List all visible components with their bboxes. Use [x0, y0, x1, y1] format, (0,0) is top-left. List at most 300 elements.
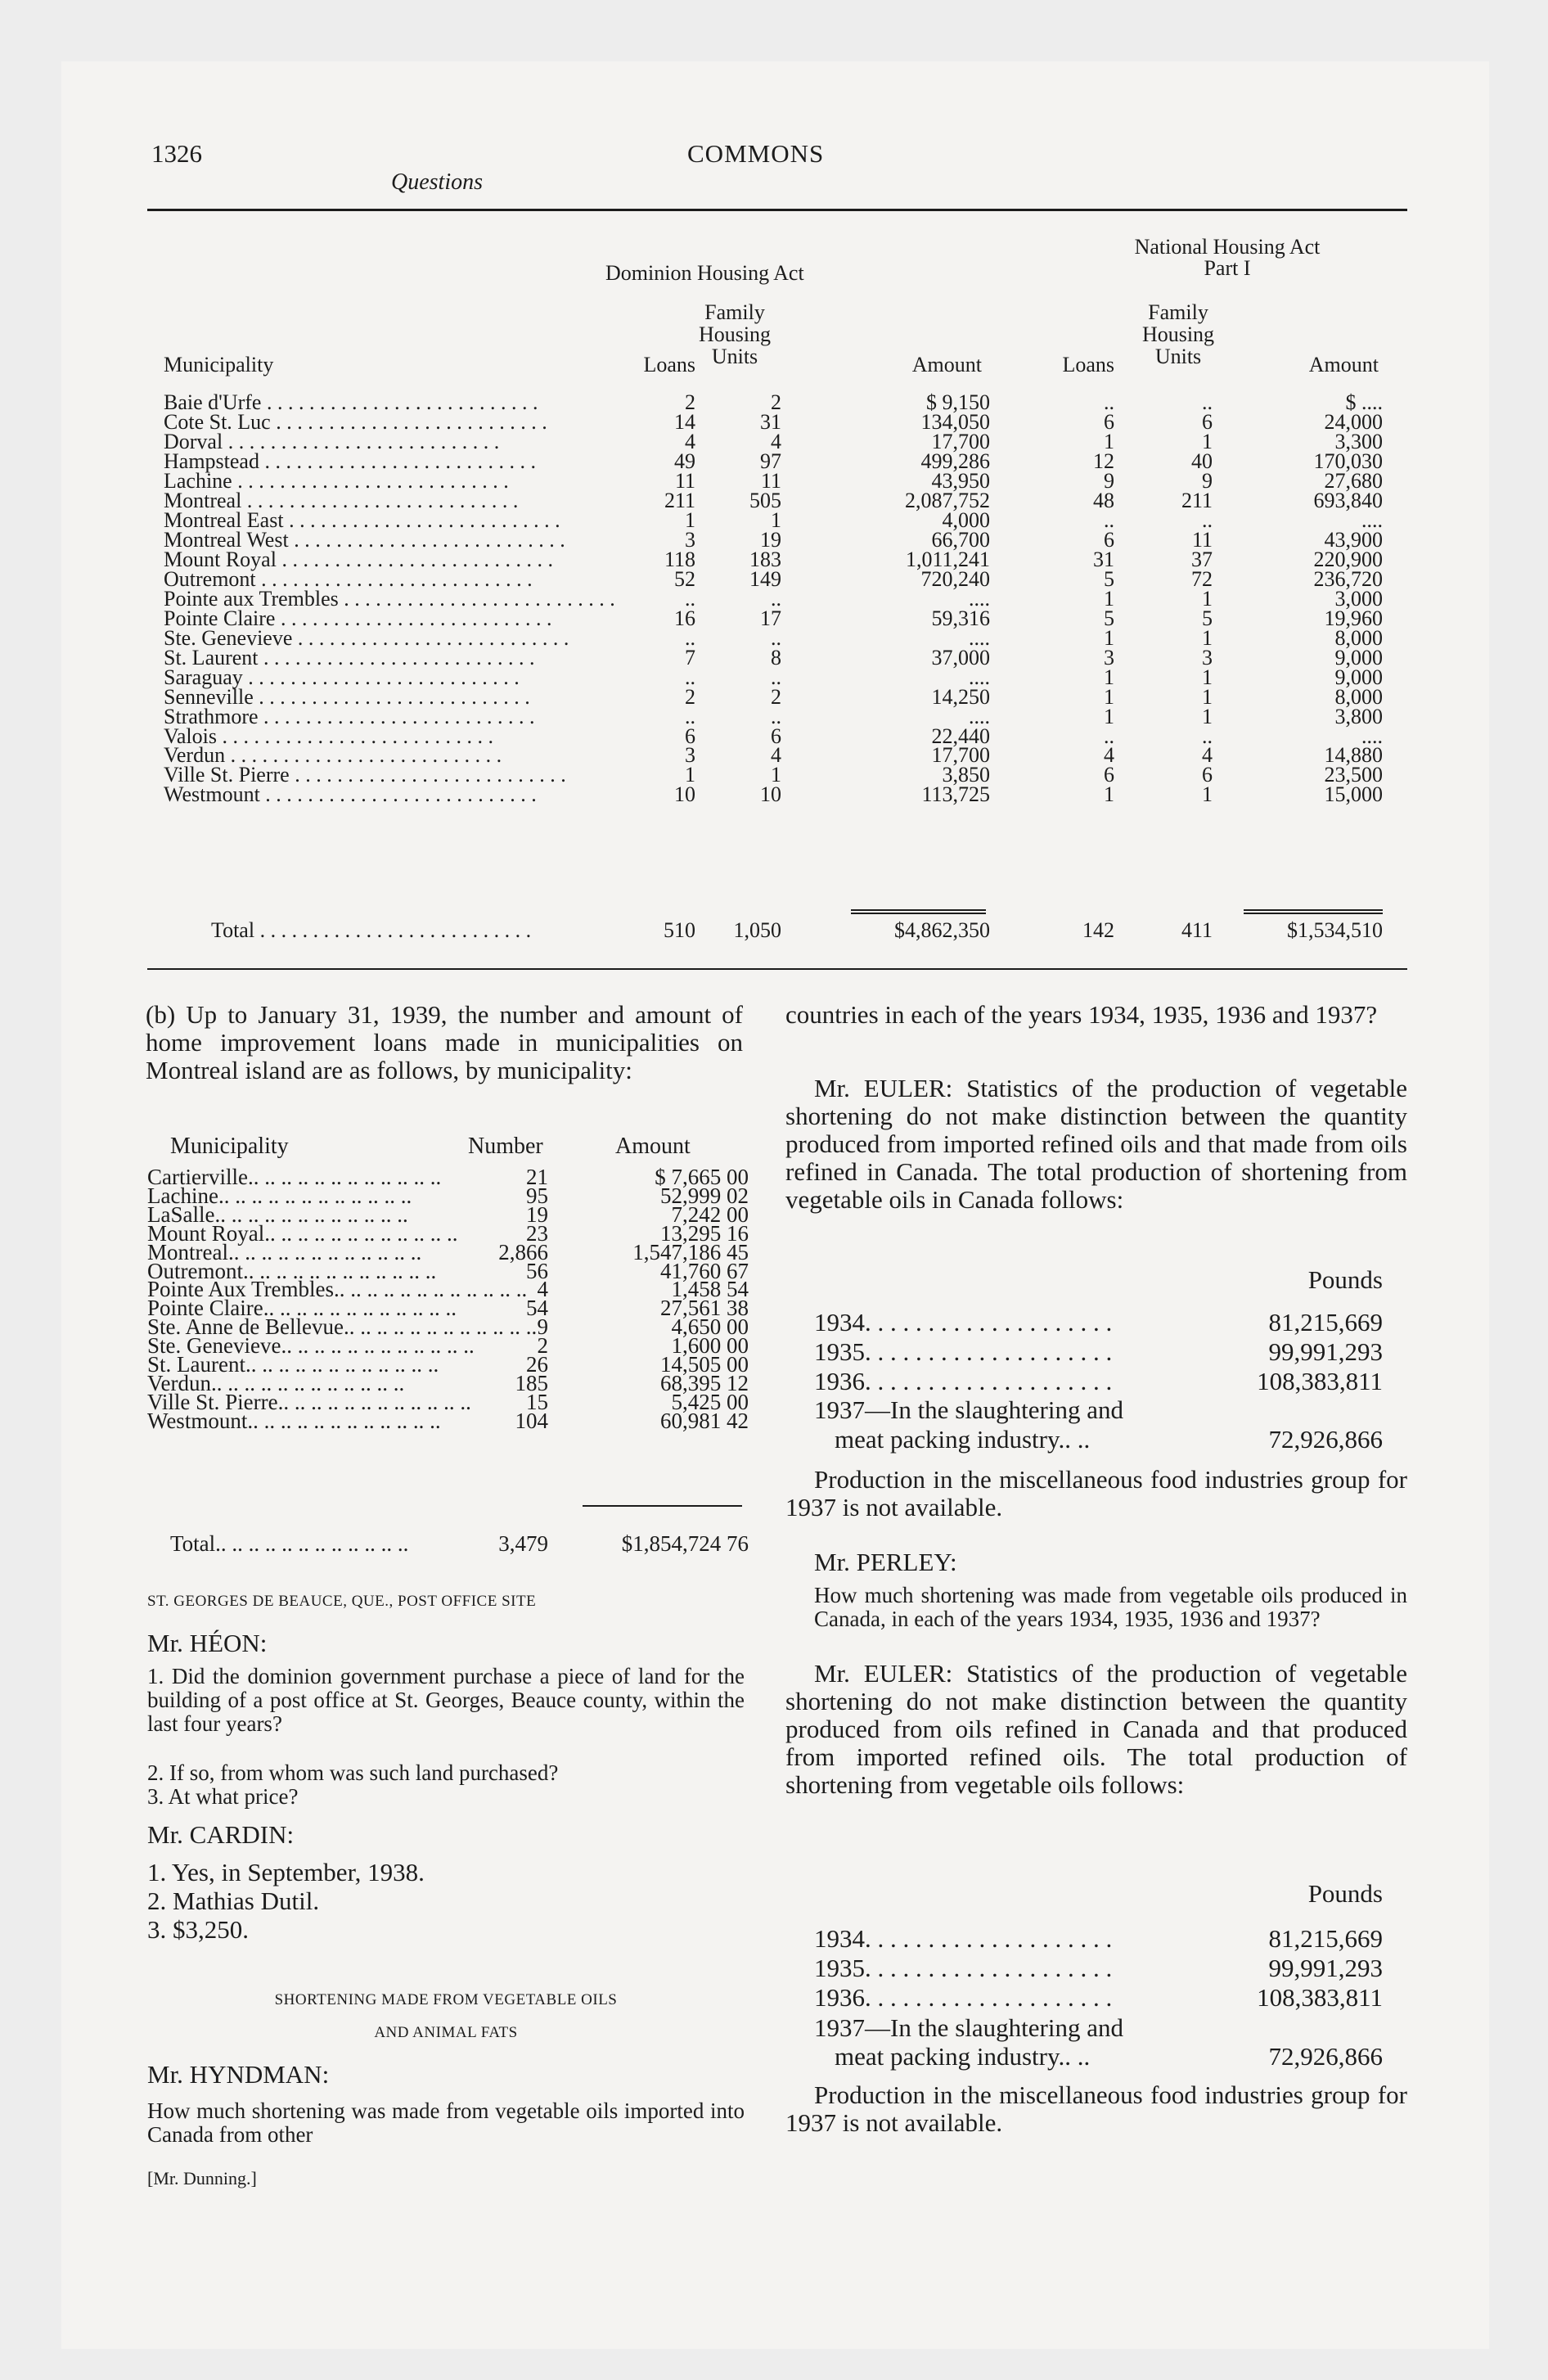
production-value: 99,991,293 — [1268, 1954, 1383, 1982]
leader-dots: . . . . . . . . . . . . . . . . . . . . . . . . . . — [289, 763, 566, 787]
leader-dots: . . . . . . . . . . . . . . . . . . . . . . . . . . — [261, 390, 538, 414]
loans2-value: 9 — [1104, 469, 1114, 493]
loan-municipality: Ste. Anne de Bellevue — [147, 1314, 344, 1339]
leader-dots: . . . . . . . . . . . . . . . . . . . . . . . . . . — [242, 665, 520, 689]
loans-col-amount: Amount — [615, 1134, 691, 1159]
units2-value: 1 — [1202, 626, 1213, 650]
units2-value: .. — [1202, 390, 1213, 414]
units2-value: 1 — [1202, 705, 1213, 728]
loan-municipality: Ste. Genevieve — [147, 1333, 281, 1358]
loan-municipality: Lachine — [147, 1183, 218, 1208]
row-name-cell — [164, 783, 565, 805]
leader-dots: .. .. .. .. .. .. .. .. .. .. .. .. — [227, 1240, 422, 1264]
group-national-2: Part I — [1204, 256, 1251, 280]
loan-number: 54 — [526, 1296, 548, 1320]
loan-number: 95 — [526, 1183, 548, 1208]
leader-dots: . . . . . . . . . . . . . . . . . . . . . . . . . . — [225, 743, 502, 767]
municipality-name: Verdun — [164, 743, 226, 767]
loans-value: 3 — [685, 743, 695, 767]
amount2-value: 24,000 — [1324, 410, 1383, 434]
production-year-cell — [814, 1954, 1190, 1981]
production-value: 81,215,669 — [1268, 1924, 1383, 1953]
question-2: 2. If so, from whom was such land purchased? — [147, 1760, 559, 1785]
leader-dots: . . . . . . . . . . . . . . . . . . . . . . . . . . — [241, 489, 519, 512]
leader-dots: . . . . . . . . . . . . . . . . . . . . . . . . . . — [292, 626, 569, 650]
municipality-name: Ville St. Pierre — [164, 763, 290, 787]
loan-municipality: Pointe Claire — [147, 1296, 263, 1320]
units2-value: 72 — [1191, 567, 1213, 591]
loan-number: 15 — [526, 1390, 548, 1414]
loans2-value: 4 — [1104, 743, 1114, 767]
leader-dots: . . . . . . . . . . . . . . . . . . . . . . . . . . — [217, 724, 493, 748]
municipality-name: Valois — [164, 724, 217, 748]
loans2-value: .. — [1104, 508, 1114, 532]
amount2-value: 3,000 — [1334, 587, 1383, 611]
municipality-name: Hampstead — [164, 449, 259, 473]
loan-amount: 41,760 67 — [660, 1259, 749, 1283]
amount-value: 134,050 — [920, 410, 990, 434]
loan-municipality: Pointe Aux Trembles — [147, 1277, 335, 1301]
units-value: 4 — [771, 743, 781, 767]
amount-value: 43,950 — [931, 469, 990, 493]
leader-dots: .. .. .. .. .. .. .. .. .. .. .. .. — [277, 1390, 471, 1414]
loan-amount: 4,650 00 — [671, 1314, 749, 1339]
loans2-value: 1 — [1104, 430, 1114, 453]
loans2-value: 1 — [1104, 782, 1114, 806]
amount2-value: 170,030 — [1313, 449, 1383, 473]
loans-value: .. — [685, 705, 695, 728]
units2-value: 3 — [1202, 646, 1213, 669]
units2-value: .. — [1202, 508, 1213, 532]
loans-value: .. — [685, 665, 695, 689]
municipality-name: Outremont — [164, 567, 256, 591]
loan-amount: 68,395 12 — [660, 1371, 749, 1395]
units2-value: 1 — [1202, 782, 1213, 806]
loans2-value: 48 — [1093, 489, 1114, 512]
loan-number: 185 — [515, 1371, 548, 1395]
col-amount2: Amount — [1308, 353, 1379, 376]
units-value: .. — [771, 587, 781, 611]
loans-value: 52 — [674, 567, 695, 591]
units2-value: 4 — [1202, 743, 1213, 767]
continuation-text: countries in each of the years 1934, 1935, 1936 and 1937? — [785, 1000, 1378, 1029]
loan-number: 9 — [537, 1314, 548, 1339]
production-year-cell — [814, 1367, 1190, 1395]
slaughter-1-value: 72,926,866 — [1268, 1425, 1383, 1454]
leader-dots: . . . . . . . . . . . . . . . . . . . . . . . . . . — [270, 410, 547, 434]
loan-amount: 1,547,186 45 — [632, 1240, 749, 1264]
loan-municipality: Ville St. Pierre — [147, 1390, 278, 1414]
misc-note-1: Production in the miscellaneous food industries group for 1937 is not available. — [785, 1465, 1407, 1521]
loan-municipality: Mount Royal — [147, 1221, 265, 1246]
leader-dots: . . . . . . . . . . . . . . . . . . . . — [865, 1983, 1113, 2012]
loan-municipality: St. Laurent — [147, 1352, 245, 1377]
loan-number: 3,479 — [498, 1531, 548, 1556]
loan-number: 19 — [526, 1202, 548, 1227]
loan-number: 56 — [526, 1259, 548, 1283]
leader-dots: . . . . . . . . . . . . . . . . . . . . — [865, 1924, 1113, 1953]
leader-dots: .. .. .. .. .. .. .. .. .. .. .. .. — [245, 1352, 439, 1377]
slaughter-2-label: meat packing industry — [835, 2042, 1059, 2071]
units-value: 1 — [771, 508, 781, 532]
units-value: 2 — [771, 390, 781, 414]
municipality-name: Ste. Genevieve — [164, 626, 293, 650]
col-municipality: Municipality — [164, 353, 274, 376]
amount2-value: $ .... — [1345, 390, 1383, 414]
loan-amount: 1,600 00 — [671, 1333, 749, 1358]
loans2-value: 1 — [1104, 705, 1114, 728]
speaker-hyndman: Mr. HYNDMAN: — [147, 2060, 330, 2089]
col-amount: Amount — [911, 353, 982, 376]
loans2-value: 6 — [1104, 763, 1114, 787]
loan-number: 2 — [537, 1333, 548, 1358]
sum-rule-4 — [1244, 913, 1383, 914]
pounds-heading-2: Pounds — [1307, 1879, 1383, 1908]
loans2-value: 1 — [1104, 685, 1114, 709]
units-value: 11 — [760, 469, 781, 493]
group-dominion: Dominion Housing Act — [605, 261, 804, 285]
amount2-value: 19,960 — [1324, 606, 1383, 630]
leader-dots: . . . . . . . . . . . . . . . . . . . . . . . . . . — [275, 606, 552, 630]
header-rule — [147, 209, 1407, 211]
production-year-cell — [814, 1983, 1190, 2011]
loans2-value: 1 — [1104, 665, 1114, 689]
loans-value: 3 — [685, 528, 695, 552]
leader-dots: . . . . . . . . . . . . . . . . . . . . — [865, 1337, 1113, 1366]
leader-dots: . . . . . . . . . . . . . . . . . . . . — [865, 1308, 1113, 1336]
col-loans2: Loans — [1062, 353, 1114, 376]
amount-value: .... — [969, 705, 990, 728]
units-value: 31 — [760, 410, 781, 434]
amount-value: 4,000 — [942, 508, 990, 532]
loans2-value: .. — [1104, 724, 1114, 748]
production-value: 108,383,811 — [1257, 1983, 1383, 2012]
leader-dots: . . . . . . . . . . . . . . . . . . . . . . . . . . — [283, 508, 560, 532]
amount2-value: $1,534,510 — [1287, 918, 1383, 942]
units-value: .. — [771, 665, 781, 689]
loan-municipality: Total — [170, 1531, 216, 1556]
leader-dots: .. .. .. .. .. .. .. .. .. .. .. .. — [242, 1259, 437, 1283]
amount2-value: 9,000 — [1334, 646, 1383, 669]
leader-dots: .. .. .. .. .. .. .. .. .. .. .. .. — [247, 1409, 441, 1433]
loans-sum-rule — [583, 1505, 742, 1507]
municipality-name: Mount Royal — [164, 548, 277, 571]
heading-post-office: ST. GEORGES DE BEAUCE, QUE., POST OFFICE SITE — [147, 1593, 537, 1610]
loans2-value: 5 — [1104, 606, 1114, 630]
municipality-name: Montreal — [164, 489, 242, 512]
units2-value: 6 — [1202, 763, 1213, 787]
loans-value: 10 — [674, 782, 695, 806]
euler-answer-1: Mr. EULER: Statistics of the production of vegetable shortening do not make distinction between the quantity produced from imported refined oils and that made from oils refined in Canada. The total production of shortening from vegetable oils in Canada follows: — [785, 1074, 1407, 1214]
loans2-value: 6 — [1104, 528, 1114, 552]
answer-2: 2. Mathias Dutil. — [147, 1886, 320, 1915]
answer-3: 3. $3,250. — [147, 1915, 249, 1944]
production-value: 99,991,293 — [1268, 1337, 1383, 1366]
amount-value: 113,725 — [921, 782, 990, 806]
speaker-heon: Mr. HÉON: — [147, 1629, 268, 1657]
loan-number: 104 — [515, 1409, 548, 1433]
production-year-cell — [814, 1337, 1190, 1365]
loans-value: 6 — [685, 724, 695, 748]
amount2-value: 236,720 — [1313, 567, 1383, 591]
slaughter-2-value: 72,926,866 — [1268, 2042, 1383, 2071]
loan-number: 2,866 — [498, 1240, 548, 1264]
pounds-heading-1: Pounds — [1307, 1265, 1383, 1294]
units-value: 505 — [749, 489, 781, 512]
slaughter-2-line2 — [835, 2042, 1227, 2071]
amount2-value: 15,000 — [1324, 782, 1383, 806]
loan-amount: 1,458 54 — [671, 1277, 749, 1301]
col-family-2: Housing — [698, 322, 772, 346]
municipality-name: Lachine — [164, 469, 232, 493]
units2-value: 6 — [1202, 410, 1213, 434]
loan-number: 4 — [537, 1277, 548, 1301]
leader-dots: . . . . . . . . . . . . . . . . . . . . — [865, 1954, 1113, 1982]
col-family-3: Units — [711, 345, 758, 368]
municipality-name: Pointe Claire — [164, 606, 276, 630]
municipality-name: Senneville — [164, 685, 254, 709]
loan-municipality: Verdun — [147, 1371, 211, 1395]
units-value: 8 — [771, 646, 781, 669]
units2-value: .. — [1202, 724, 1213, 748]
loans-value: 1 — [685, 508, 695, 532]
leader-dots: . . . . . . . . . . . . . . . . . . . . . . . . . . — [259, 449, 536, 473]
units-value: 1 — [771, 763, 781, 787]
loan-amount: 13,295 16 — [660, 1221, 749, 1246]
municipality-name: Strathmore — [164, 705, 259, 728]
municipality-name: Montreal West — [164, 528, 289, 552]
slaughter-1-dots: .. .. — [1058, 1425, 1091, 1454]
loan-amount: 7,242 00 — [671, 1202, 749, 1227]
loan-name-cell — [147, 1410, 450, 1432]
municipality-name: Cote St. Luc — [164, 410, 271, 434]
loans2-value: 3 — [1104, 646, 1114, 669]
leader-dots: .. .. .. .. .. .. .. .. .. .. .. .. — [218, 1183, 412, 1208]
amount-value: 66,700 — [931, 528, 990, 552]
amount2-value: 14,880 — [1324, 743, 1383, 767]
amount2-value: 27,680 — [1324, 469, 1383, 493]
loans-col-municipality: Municipality — [170, 1134, 289, 1159]
amount2-value: .... — [1361, 724, 1383, 748]
loan-amount: 27,561 38 — [660, 1296, 749, 1320]
amount2-value: 693,840 — [1313, 489, 1383, 512]
leader-dots: .. .. .. .. .. .. .. .. .. .. .. .. — [263, 1296, 457, 1320]
leader-dots: .. .. .. .. .. .. .. .. .. .. .. .. — [343, 1314, 538, 1339]
units-value: .. — [771, 626, 781, 650]
municipality-name: Montreal East — [164, 508, 284, 532]
leader-dots: .. .. .. .. .. .. .. .. .. .. .. .. — [214, 1202, 408, 1227]
heading-shortening-2: AND ANIMAL FATS — [374, 2024, 518, 2041]
production-value: 81,215,669 — [1268, 1308, 1383, 1336]
production-year-cell — [814, 1924, 1190, 1952]
loan-municipality: Montreal — [147, 1240, 228, 1264]
row-name-cell — [211, 919, 565, 941]
amount2-value: 3,300 — [1334, 430, 1383, 453]
amount-value: 499,286 — [920, 449, 990, 473]
units-value: 10 — [760, 782, 781, 806]
units2-value: 37 — [1191, 548, 1213, 571]
amount-value: .... — [969, 587, 990, 611]
misc-note-2: Production in the miscellaneous food industries group for 1937 is not available. — [785, 2080, 1407, 2137]
sum-rule-3 — [1244, 909, 1383, 911]
loan-municipality: LaSalle — [147, 1202, 215, 1227]
leader-dots: .. .. .. .. .. .. .. .. .. .. .. .. — [215, 1531, 409, 1556]
amount2-value: 43,900 — [1324, 528, 1383, 552]
loans2-value: 1 — [1104, 587, 1114, 611]
leader-dots: . . . . . . . . . . . . . . . . . . . . . . . . . . — [276, 548, 553, 571]
units2-value: 411 — [1181, 918, 1213, 942]
loans2-value: 142 — [1082, 918, 1114, 942]
units-value: 97 — [760, 449, 781, 473]
leader-dots: .. .. .. .. .. .. .. .. .. .. .. .. — [281, 1333, 475, 1358]
amount2-value: 23,500 — [1324, 763, 1383, 787]
amount2-value: 8,000 — [1334, 685, 1383, 709]
loans-value: 4 — [685, 430, 695, 453]
units-value: 183 — [749, 548, 781, 571]
amount2-value: 3,800 — [1334, 705, 1383, 728]
loan-amount: 60,981 42 — [660, 1409, 749, 1433]
units2-value: 1 — [1202, 665, 1213, 689]
leader-dots: . . . . . . . . . . . . . . . . . . . . . . . . . . — [255, 567, 533, 591]
section-title: Questions — [391, 169, 483, 195]
loans-value: 16 — [674, 606, 695, 630]
production-year: 1936 — [814, 1367, 865, 1395]
amount-value: 720,240 — [920, 567, 990, 591]
question-hyndman: How much shortening was made from vegetable oils imported into Canada from other — [147, 2098, 745, 2147]
units2-value: 1 — [1202, 685, 1213, 709]
production-year: 1935 — [814, 1337, 865, 1366]
municipality-name: Saraguay — [164, 665, 243, 689]
col-family2-1: Family — [1148, 300, 1208, 324]
units-value: 17 — [760, 606, 781, 630]
amount-value: .... — [969, 626, 990, 650]
production-year-cell — [814, 1308, 1190, 1336]
amount-value: 37,000 — [931, 646, 990, 669]
units2-value: 11 — [1191, 528, 1213, 552]
amount-value: 3,850 — [942, 763, 990, 787]
heading-shortening-1: SHORTENING MADE FROM VEGETABLE OILS — [274, 1991, 618, 2008]
col-loans: Loans — [643, 353, 695, 376]
leader-dots: . . . . . . . . . . . . . . . . . . . . . . . . . . — [254, 918, 532, 942]
question-3: 3. At what price? — [147, 1784, 299, 1809]
loans-value: 2 — [685, 685, 695, 709]
answer-1: 1. Yes, in September, 1938. — [147, 1858, 425, 1886]
loans2-value: 12 — [1093, 449, 1114, 473]
amount2-value: .... — [1361, 508, 1383, 532]
municipality-name: St. Laurent — [164, 646, 259, 669]
loans-value: 510 — [664, 918, 695, 942]
municipality-name: Westmount — [164, 782, 260, 806]
loan-amount: 52,999 02 — [660, 1183, 749, 1208]
question-perley: How much shortening was made from vegetable oils produced in Canada, in each of the years 1934, 1935, 1936 and 1937? — [814, 1583, 1407, 1631]
amount-value: .... — [969, 665, 990, 689]
col-family2-3: Units — [1154, 345, 1202, 368]
amount-value: $ 9,150 — [926, 390, 990, 414]
leader-dots: . . . . . . . . . . . . . . . . . . . . . . . . . . — [288, 528, 565, 552]
units2-value: 211 — [1181, 489, 1213, 512]
leader-dots: .. .. .. .. .. .. .. .. .. .. .. .. — [247, 1165, 442, 1189]
loans-value: 11 — [674, 469, 695, 493]
leader-dots: .. .. .. .. .. .. .. .. .. .. .. .. — [210, 1371, 405, 1395]
loans-value: 7 — [685, 646, 695, 669]
units-value: 4 — [771, 430, 781, 453]
slaughter-1-line2 — [835, 1425, 1227, 1454]
amount-value: 59,316 — [931, 606, 990, 630]
loan-name-cell — [170, 1533, 452, 1555]
table-bottom-rule — [147, 968, 1407, 970]
page-number: 1326 — [151, 139, 202, 168]
municipality-name: Total — [211, 918, 255, 942]
leader-dots: . . . . . . . . . . . . . . . . . . . . — [865, 1367, 1113, 1395]
loan-municipality: Westmount — [147, 1409, 248, 1433]
municipality-name: Baie d'Urfe — [164, 390, 262, 414]
units2-value: 5 — [1202, 606, 1213, 630]
loans-value: .. — [685, 587, 695, 611]
units-value: 1,050 — [733, 918, 781, 942]
municipality-name: Pointe aux Trembles — [164, 587, 339, 611]
loan-number: 26 — [526, 1352, 548, 1377]
loans-value: 118 — [664, 548, 695, 571]
units2-value: 1 — [1202, 587, 1213, 611]
loans2-value: 6 — [1104, 410, 1114, 434]
loan-municipality: Cartierville — [147, 1165, 248, 1189]
amount-value: 17,700 — [931, 430, 990, 453]
municipality-name: Dorval — [164, 430, 223, 453]
loans2-value: 1 — [1104, 626, 1114, 650]
units-value: 149 — [749, 567, 781, 591]
units-value: .. — [771, 705, 781, 728]
loans-value: 211 — [664, 489, 695, 512]
units2-value: 9 — [1202, 469, 1213, 493]
loan-amount: 14,505 00 — [660, 1352, 749, 1377]
amount-value: 17,700 — [931, 743, 990, 767]
sum-rule-1 — [851, 909, 986, 911]
loan-municipality: Outremont — [147, 1259, 243, 1283]
leader-dots: . . . . . . . . . . . . . . . . . . . . . . . . . . — [232, 469, 509, 493]
group-national-1: National Housing Act — [1134, 235, 1321, 259]
col-family2-2: Housing — [1141, 322, 1215, 346]
page-title: COMMONS — [687, 139, 825, 168]
amount-value: 2,087,752 — [905, 489, 990, 512]
loans-value: 1 — [685, 763, 695, 787]
slaughter-1-line1: 1937—In the slaughtering and — [814, 1395, 1123, 1424]
loans-value: 2 — [685, 390, 695, 414]
speaker-perley: Mr. PERLEY: — [814, 1548, 957, 1576]
leader-dots: . . . . . . . . . . . . . . . . . . . . . . . . . . — [258, 646, 535, 669]
production-year: 1934 — [814, 1924, 865, 1953]
production-value: 108,383,811 — [1257, 1367, 1383, 1395]
leader-dots: . . . . . . . . . . . . . . . . . . . . . . . . . . — [253, 685, 530, 709]
loan-number: 21 — [526, 1165, 548, 1189]
loans-value: 14 — [674, 410, 695, 434]
leader-dots: .. .. .. .. .. .. .. .. .. .. .. .. — [334, 1277, 528, 1301]
loans2-value: .. — [1104, 390, 1114, 414]
units2-value: 40 — [1191, 449, 1213, 473]
leader-dots: . . . . . . . . . . . . . . . . . . . . . . . . . . — [223, 430, 500, 453]
units-value: 6 — [771, 724, 781, 748]
amount-value: 1,011,241 — [905, 548, 990, 571]
amount2-value: 9,000 — [1334, 665, 1383, 689]
amount-value: 14,250 — [931, 685, 990, 709]
loans-value: 49 — [674, 449, 695, 473]
slaughter-2-line1: 1937—In the slaughtering and — [814, 2013, 1123, 2042]
amount-value: 22,440 — [931, 724, 990, 748]
production-year: 1934 — [814, 1308, 865, 1336]
units2-value: 1 — [1202, 430, 1213, 453]
loan-amount: $ 7,665 00 — [655, 1165, 749, 1189]
leader-dots: . . . . . . . . . . . . . . . . . . . . . . . . . . — [258, 705, 535, 728]
slaughter-1-label: meat packing industry — [835, 1425, 1059, 1454]
